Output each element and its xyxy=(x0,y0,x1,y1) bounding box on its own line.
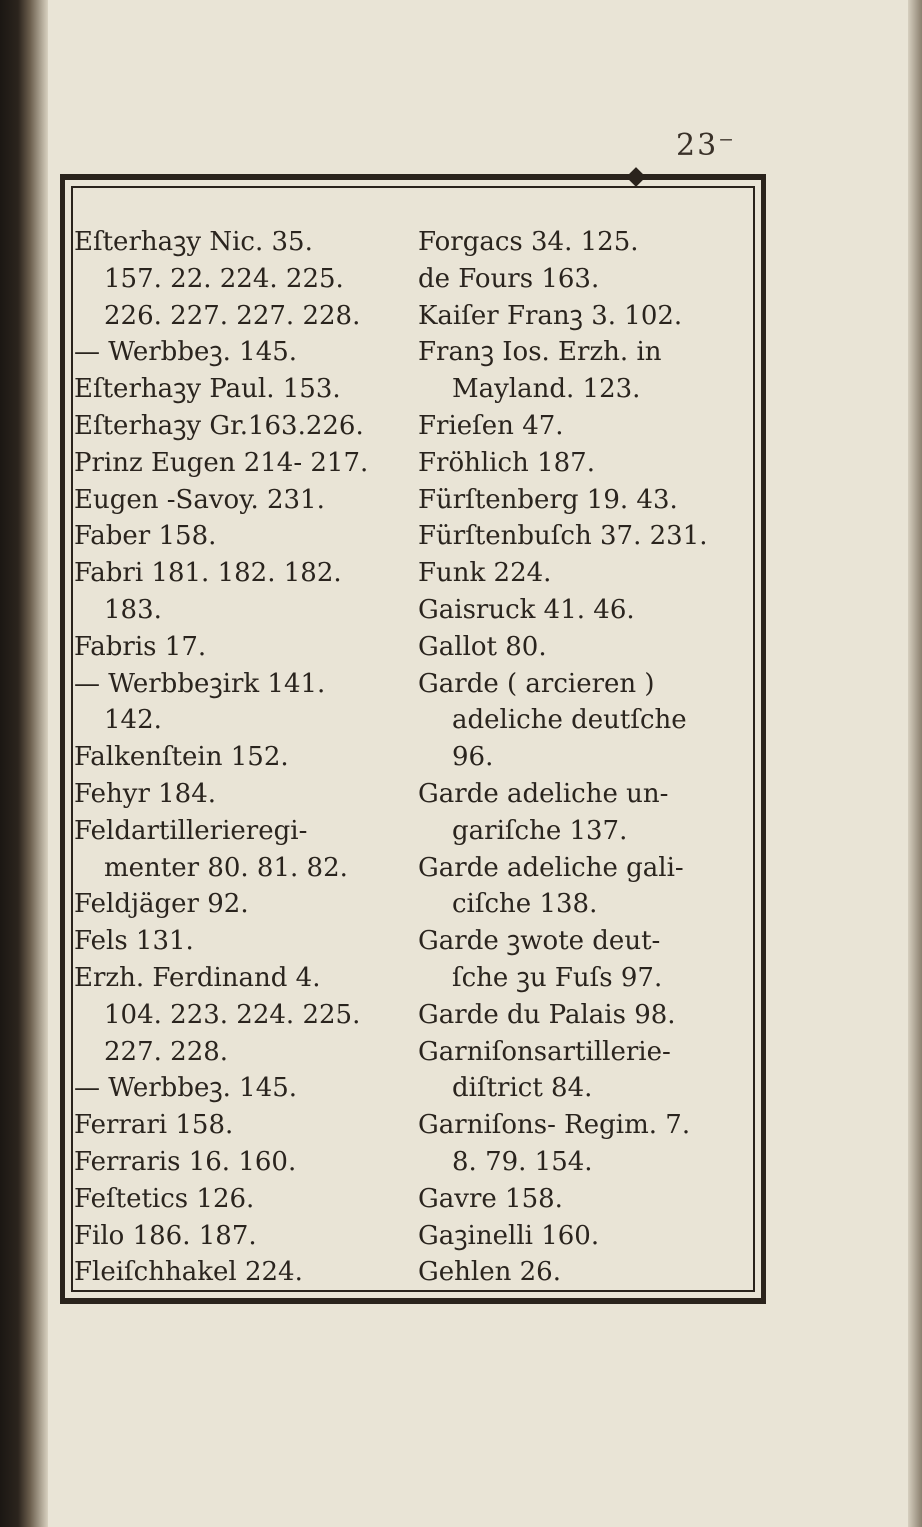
index-entry-line: 104. 223. 224. 225. xyxy=(104,999,361,1030)
index-entry-line: Garde adeliche gali- xyxy=(418,852,684,883)
index-entry-line: Garde du Palais 98. xyxy=(418,999,676,1030)
index-entry-line: 227. 228. xyxy=(104,1036,229,1067)
index-entry-line: 8. 79. 154. xyxy=(452,1146,593,1177)
index-entry-line: Fürſtenberg 19. 43. xyxy=(418,484,678,515)
index-entry-line: adeliche deutſche xyxy=(452,705,687,736)
index-entry-line: 142. xyxy=(104,705,162,736)
index-entry-line: Filo 186. 187. xyxy=(74,1220,257,1251)
index-entry-line: Garniſonsartillerie- xyxy=(418,1036,671,1067)
index-entry-line: Fröhlich 187. xyxy=(418,447,595,478)
index-entry-line: Garde adeliche un- xyxy=(418,778,669,809)
index-entry-line: menter 80. 81. 82. xyxy=(104,852,348,883)
index-entry-line: Forgacs 34. 125. xyxy=(418,227,639,257)
index-entry-line: diſtrict 84. xyxy=(452,1073,593,1104)
index-entry-line: 96. xyxy=(452,742,494,773)
index-entry-line: Fleiſchhakel 224. xyxy=(74,1257,303,1288)
book-gutter xyxy=(0,0,48,1527)
index-entry-line: ſche ꝫu Fuſs 97. xyxy=(452,962,663,993)
index-entry-line: Prinz Eugen 214- 217. xyxy=(74,447,369,478)
index-entry-line: Franꝫ Ios. Erzh. in xyxy=(418,337,662,368)
index-entry-line: 183. xyxy=(104,594,162,625)
index-entry-line: — Werbbeꝫ. 145. xyxy=(74,1073,298,1104)
index-entry-line: Feldartillerieregi- xyxy=(74,815,308,846)
index-entry-line: — Werbbeꝫ. 145. xyxy=(74,337,298,368)
index-entry-line: Eugen -Savoy. 231. xyxy=(74,484,325,515)
index-entry-line: — Werbbeꝫirk 141. xyxy=(74,668,326,699)
index-entry-line: gariſche 137. xyxy=(452,815,628,846)
index-entry-line: Ferrari 158. xyxy=(74,1110,234,1141)
index-entry-line: Fabris 17. xyxy=(74,631,207,662)
index-entry-line: Garniſons- Regim. 7. xyxy=(418,1110,691,1141)
right-index-column xyxy=(418,224,758,1291)
index-entry-line: Garde ꝫwote deut- xyxy=(418,926,661,957)
index-entry-line: Frieſen 47. xyxy=(418,410,564,441)
index-entry-line: Funk 224. xyxy=(418,558,552,589)
index-entry-line: ciſche 138. xyxy=(452,889,598,920)
index-entry-line: Feſtetics 126. xyxy=(74,1183,255,1214)
index-entry-line: Gehlen 26. xyxy=(418,1257,561,1288)
index-entry-line: Fels 131. xyxy=(74,926,194,957)
index-entry-line: 226. 227. 227. 228. xyxy=(104,300,361,331)
index-entry-line: Falkenſtein 152. xyxy=(74,742,289,773)
index-entry-line: Garde ( arcieren ) xyxy=(418,668,655,699)
index-entry-line: Fürſtenbuſch 37. 231. xyxy=(418,521,708,552)
left-index-column xyxy=(74,224,400,1291)
page-number: 23⁻ xyxy=(676,128,737,163)
index-entry-line: Gallot 80. xyxy=(418,631,547,662)
index-entry-line: Faber 158. xyxy=(74,521,217,552)
index-entry-line: Fabri 181. 182. 182. xyxy=(74,558,342,589)
index-entry-line: Gaꝫinelli 160. xyxy=(418,1220,600,1251)
index-entry-line: Ferraris 16. 160. xyxy=(74,1146,297,1177)
index-entry-line: Gavre 158. xyxy=(418,1183,563,1214)
page-right-edge xyxy=(908,0,922,1527)
index-entry-line: Mayland. 123. xyxy=(452,374,641,405)
index-entry-line: Feldjäger 92. xyxy=(74,889,249,920)
index-entry-line: de Fours 163. xyxy=(418,263,600,294)
index-entry-line: Kaiſer Franꝫ 3. 102. xyxy=(418,300,683,331)
index-entry-line: Gaisruck 41. 46. xyxy=(418,594,635,625)
index-entry-line: Eſterhaꝫy Gr.163.226. xyxy=(74,410,364,441)
index-entry-line: 157. 22. 224. 225. xyxy=(104,263,344,294)
index-entry-line: Erzh. Ferdinand 4. xyxy=(74,962,321,993)
index-entry-line: Fehyr 184. xyxy=(74,778,217,809)
index-entry-line: Eſterhaꝫy Nic. 35. xyxy=(74,227,313,257)
index-entry-line: Eſterhaꝫy Paul. 153. xyxy=(74,374,341,405)
